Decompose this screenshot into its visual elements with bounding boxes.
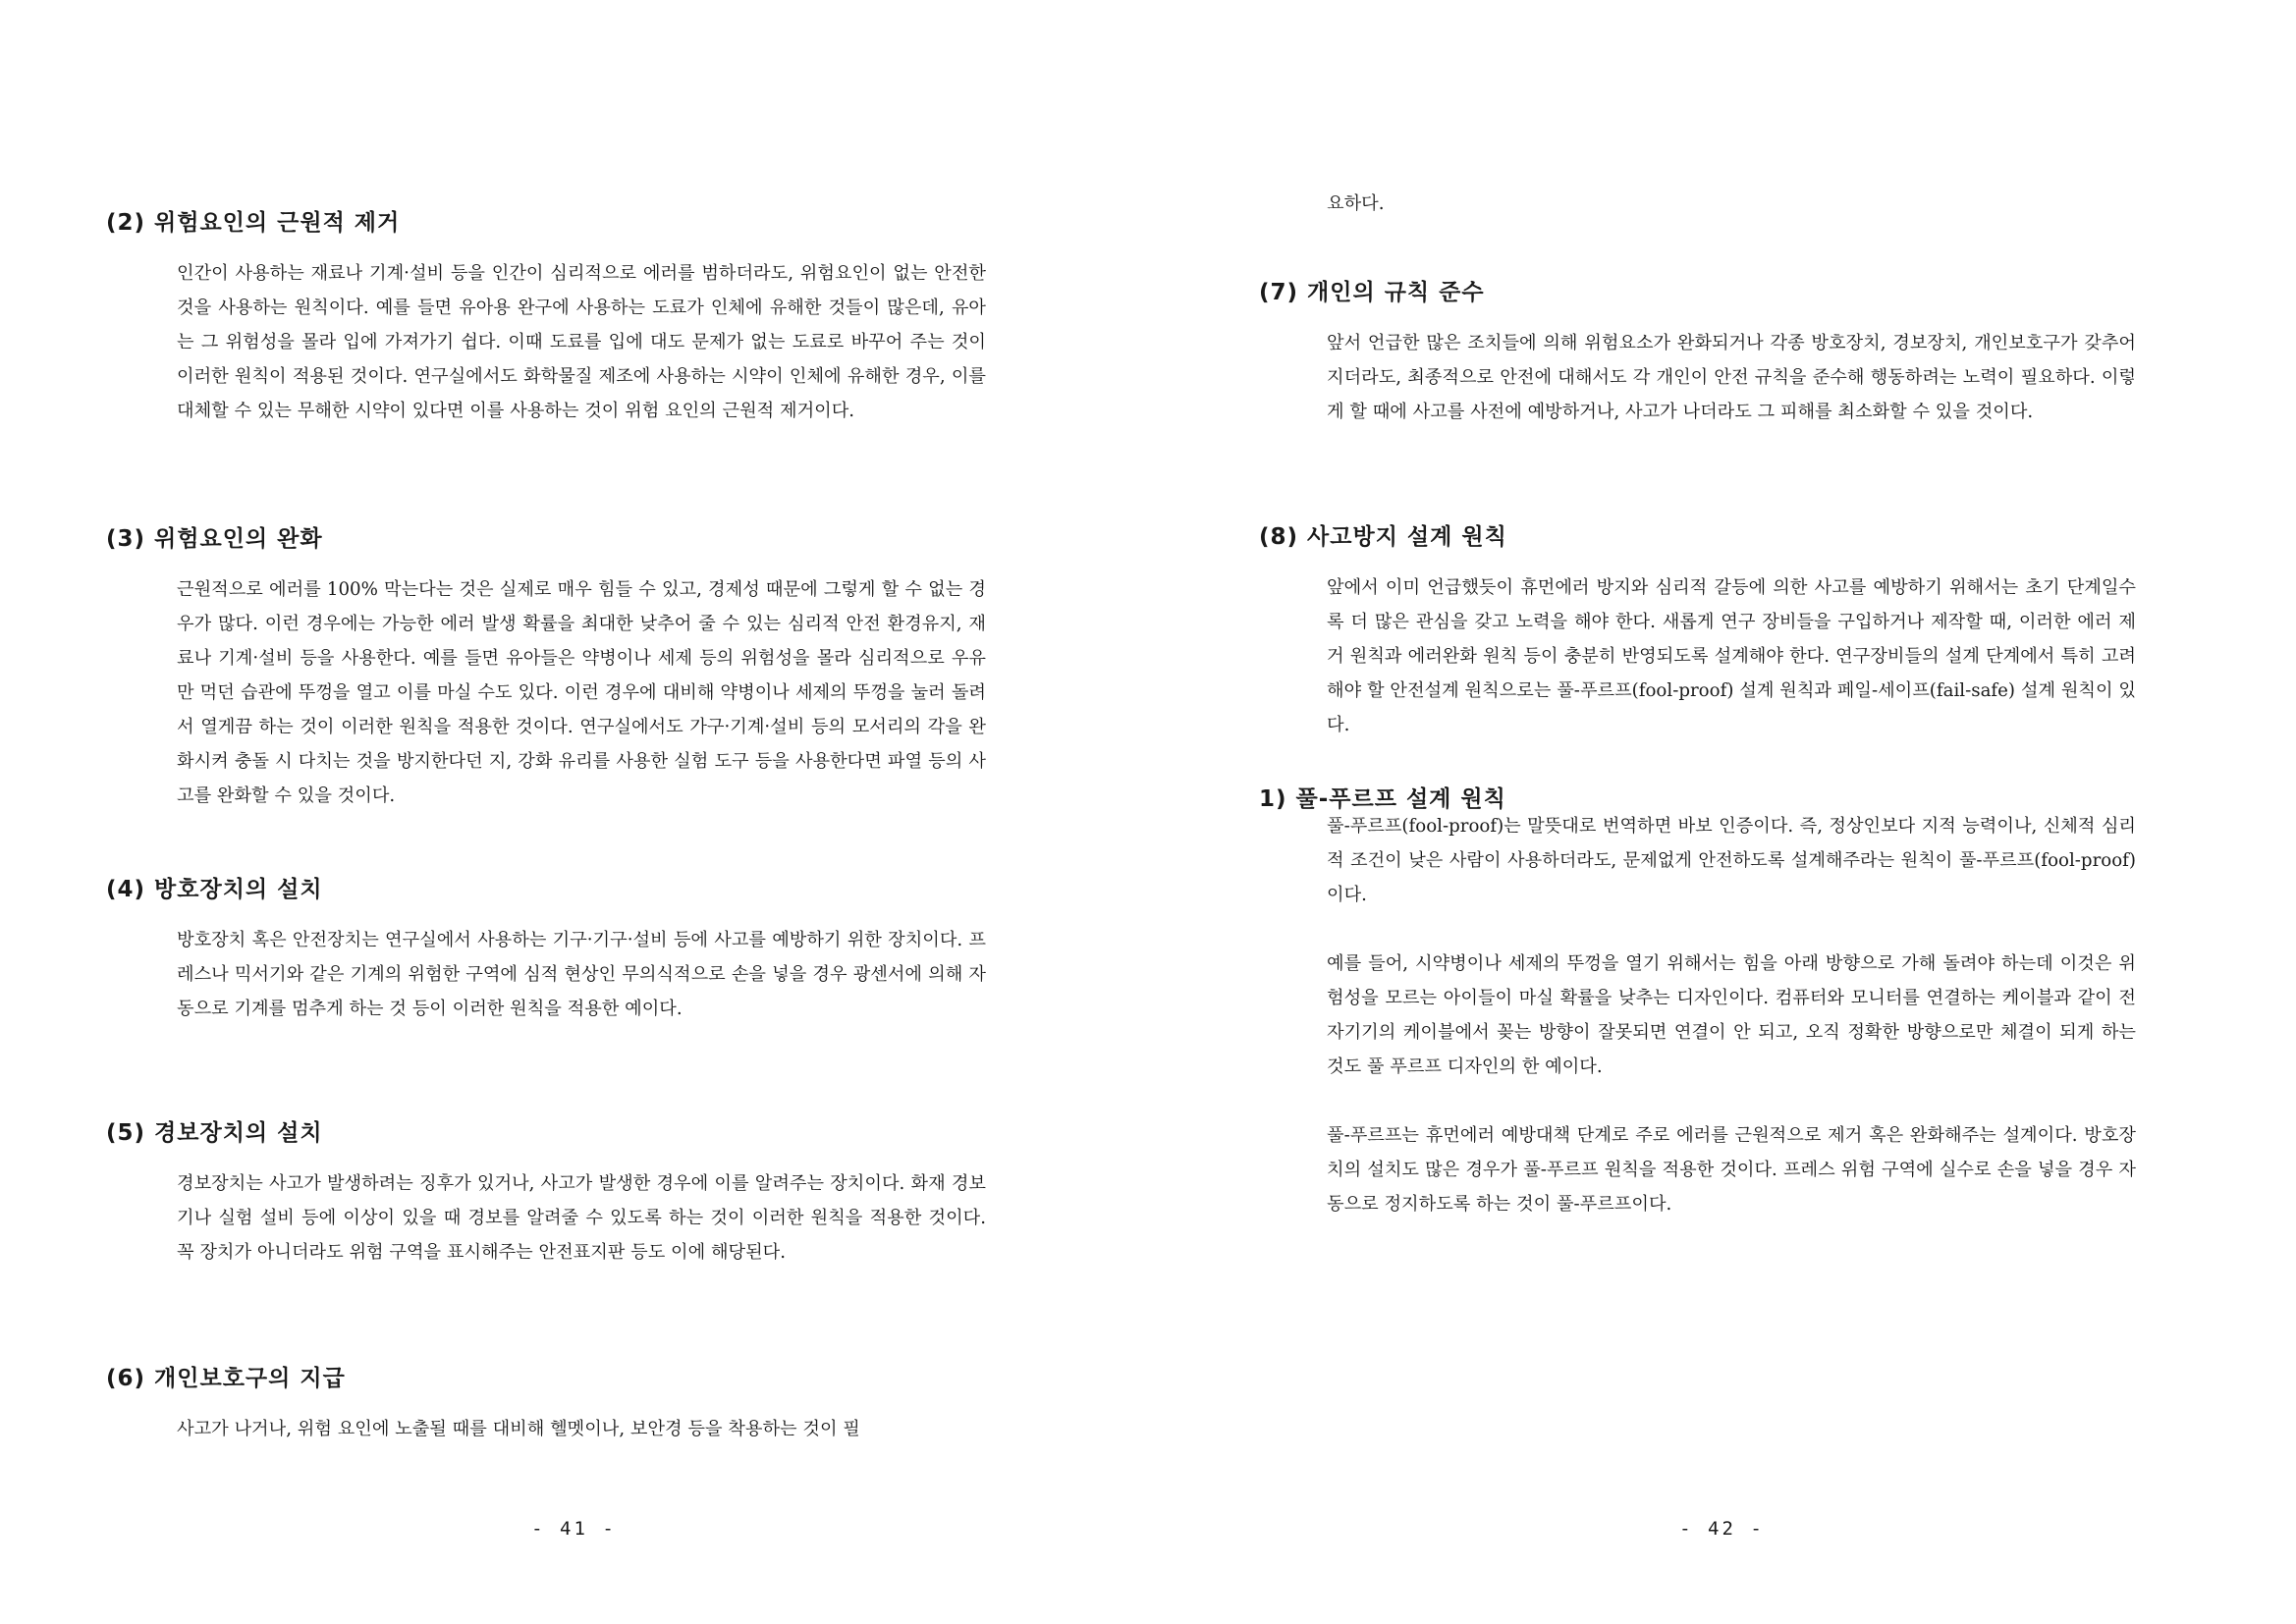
section-paragraph: 예를 들어, 시약병이나 세제의 뚜껑을 열기 위해서는 힘을 아래 방향으로 가해 돌려야 하는데 이것은 위험성을 모르는 아이들이 마실 확률을 낮추는 디자인이다. 컴퓨터와 모니터를 연결하는 케이블과 같이 전자기기의 케이블에서 꽂는 방향이 잘못되면 연결이 안 되고, 오직 정확한 방향으로만 체결이 되게 하는 것도 풀 푸르프 디자인의 한 예이다.: [1327, 953, 2136, 1077]
section-paragraph: 근원적으로 에러를 100% 막는다는 것은 실제로 매우 힘들 수 있고, 경제성 때문에 그렇게 할 수 없는 경우가 많다. 이런 경우에는 가능한 에러 발생 확률을 최대한 낮추어 줄 수 있는 심리적 안전 환경유지, 재료나 기계·설비 등을 사용한다. 예를 들면 유아들은 약병이나 세제 등의 위험성을 몰라 심리적으로 우유만 먹던 습관에 뚜껑을 열고 이를 마실 수도 있다. 이런 경우에 대비해 약병이나 세제의 뚜껑을 눌러 돌려서 열게끔 하는 것이 이러한 원칙을 적용한 것이다. 연구실에서도 가구·기계·설비 등의 모서리의 각을 완화시켜 충돌 시 다치는 것을 방지한다던 지, 강화 유리를 사용한 실험 도구 등을 사용한다면 파열 등의 사고를 완화할 수 있을 것이다.: [177, 579, 986, 806]
continuation-text: [1327, 187, 2136, 221]
section-fool-proof: [1259, 781, 2136, 1221]
section-heading: (8) 사고방지 설계 원칙: [1259, 524, 1507, 550]
section-heading: (4) 방호장치의 설치: [106, 877, 323, 902]
continuation-paragraph: 요하다.: [1327, 193, 1385, 214]
section-paragraph: 인간이 사용하는 재료나 기계·설비 등을 인간이 심리적으로 에러를 범하더라도, 위험요인이 없는 안전한 것을 사용하는 원칙이다. 예를 들면 유아용 완구에 사용하는 도료가 인체에 유해한 것들이 많은데, 유아는 그 위험성을 몰라 입에 가져가기 쉽다. 이때 도료를 입에 대도 문제가 없는 도료로 바꾸어 주는 것이 이러한 원칙이 적용된 것이다. 연구실에서도 화학물질 제조에 사용하는 시약이 인체에 유해한 경우, 이를 대체할 수 있는 무해한 시약이 있다면 이를 사용하는 것이 위험 요인의 근원적 제거이다.: [177, 263, 986, 421]
section-heading: 1) 풀-푸르프 설계 원칙: [1259, 786, 1506, 812]
section-8: [1259, 518, 2136, 742]
section-heading: (2) 위험요인의 근원적 제거: [106, 210, 401, 236]
section-paragraph: 풀-푸르프(fool-proof)는 말뜻대로 번역하면 바보 인증이다. 즉, 정상인보다 지적 능력이나, 신체적 심리적 조건이 낮은 사람이 사용하더라도, 문제없게 안전하도록 설계해주라는 원칙이 풀-푸르프(fool-proof) 이다.: [1327, 816, 2136, 905]
section-paragraph: 풀-푸르프는 휴먼에러 예방대책 단계로 주로 에러를 근원적으로 제거 혹은 완화해주는 설계이다. 방호장치의 설치도 많은 경우가 풀-푸르프 원칙을 적용한 것이다. 프레스 위험 구역에 실수로 손을 넣을 경우 자동으로 정지하도록 하는 것이 풀-푸르프이다.: [1327, 1125, 2136, 1215]
section-paragraph: 사고가 나거나, 위험 요인에 노출될 때를 대비해 헬멧이나, 보안경 등을 착용하는 것이 필: [177, 1419, 860, 1439]
section-7: [1259, 274, 2136, 429]
page-number: - 41 -: [531, 1518, 617, 1540]
section-5: [106, 1114, 986, 1270]
page-42: [1148, 0, 2296, 1624]
section-paragraph: 경보장치는 사고가 발생하려는 징후가 있거나, 사고가 발생한 경우에 이를 알려주는 장치이다. 화재 경보기나 실험 설비 등에 이상이 있을 때 경보를 알려줄 수 있도록 하는 것이 이러한 원칙을 적용한 것이다. 꼭 장치가 아니더라도 위험 구역을 표시해주는 안전표지판 등도 이에 해당된다.: [177, 1173, 986, 1263]
section-3: [106, 520, 986, 813]
section-4: [106, 871, 986, 1026]
section-heading: (5) 경보장치의 설치: [106, 1120, 323, 1146]
section-paragraph: 앞에서 이미 언급했듯이 휴먼에러 방지와 심리적 갈등에 의한 사고를 예방하기 위해서는 초기 단계일수록 더 많은 관심을 갖고 노력을 해야 한다. 새롭게 연구 장비들을 구입하거나 제작할 때, 이러한 에러 제거 원칙과 에러완화 원칙 등이 충분히 반영되도록 설계해야 한다. 연구장비들의 설계 단계에서 특히 고려해야 할 안전설계 원칙으로는 풀-푸르프(fool-proof) 설계 원칙과 페일-세이프(fail-safe) 설계 원칙이 있다.: [1327, 577, 2136, 735]
section-6: [106, 1360, 986, 1446]
section-heading: (6) 개인보호구의 지급: [106, 1366, 346, 1391]
section-paragraph: 방호장치 혹은 안전장치는 연구실에서 사용하는 기구·기구·설비 등에 사고를 예방하기 위한 장치이다. 프레스나 믹서기와 같은 기계의 위험한 구역에 심적 현상인 무의식적으로 손을 넣을 경우 광센서에 의해 자동으로 기계를 멈추게 하는 것 등이 이러한 원칙을 적용한 예이다.: [177, 930, 986, 1019]
page-number: - 42 -: [1679, 1518, 1765, 1540]
section-2: [106, 204, 986, 428]
section-heading: (3) 위험요인의 완화: [106, 526, 323, 552]
section-paragraph: 앞서 언급한 많은 조치들에 의해 위험요소가 완화되거나 각종 방호장치, 경보장치, 개인보호구가 갖추어지더라도, 최종적으로 안전에 대해서도 각 개인이 안전 규칙을 준수해 행동하려는 노력이 필요하다. 이렇게 할 때에 사고를 사전에 예방하거나, 사고가 나더라도 그 피해를 최소화할 수 있을 것이다.: [1327, 333, 2136, 422]
section-heading: (7) 개인의 규칙 준수: [1259, 280, 1485, 305]
